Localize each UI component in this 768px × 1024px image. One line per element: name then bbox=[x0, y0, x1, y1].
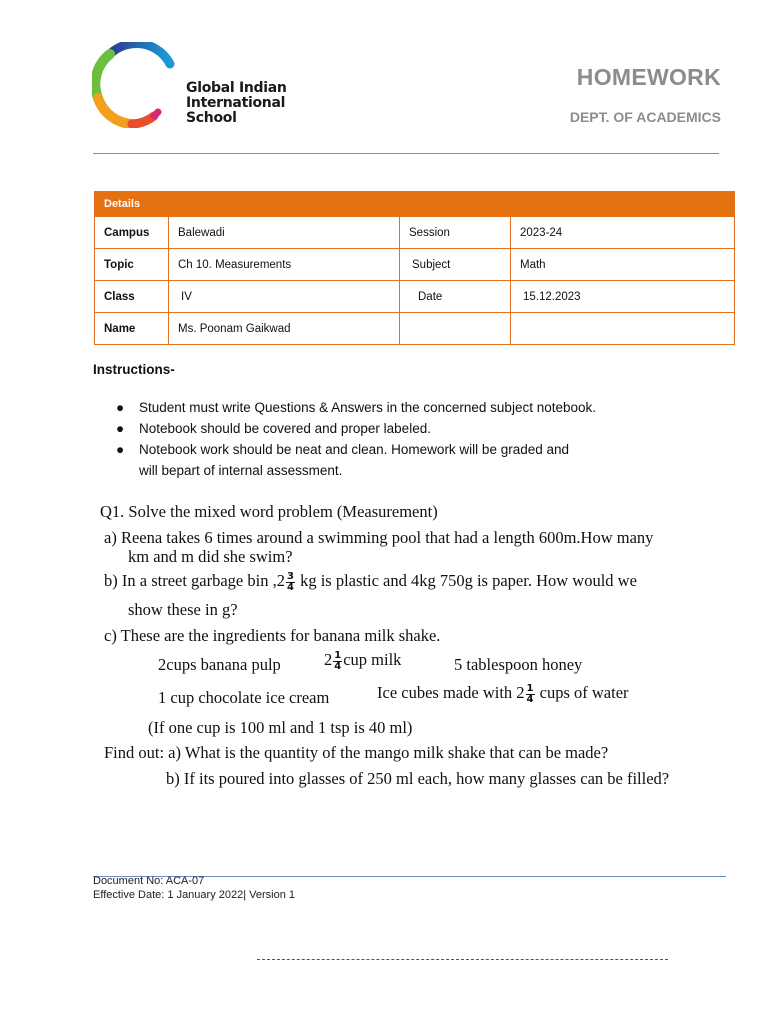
campus-label: Campus bbox=[95, 217, 169, 249]
school-name bbox=[186, 81, 287, 126]
school-name-line1: Global Indian bbox=[186, 80, 287, 96]
campus-value: Balewadi bbox=[169, 217, 400, 249]
effective-date: Effective Date: 1 January 2022| Version 1 bbox=[93, 889, 296, 901]
ingredient-ice-cubes: Ice cubes made with 2 $\frac{1}{4}$ cups of water bbox=[377, 682, 629, 705]
conversion-note: (If one cup is 100 ml and 1 tsp is 40 ml) bbox=[148, 718, 413, 737]
bullet-icon: ● bbox=[116, 400, 125, 415]
date-label: Date bbox=[400, 281, 511, 313]
fraction: $\frac{1}{4}$ bbox=[526, 682, 534, 705]
topic-value: Ch 10. Measurements bbox=[169, 249, 400, 281]
list-item: ● Notebook should be covered and proper labeled. bbox=[116, 418, 716, 439]
school-logo-icon bbox=[92, 42, 178, 128]
instructions-list bbox=[116, 397, 716, 481]
class-value: IV bbox=[169, 281, 400, 313]
ingredient-honey: 5 tablespoon honey bbox=[454, 655, 583, 674]
find-out-b: b) If its poured into glasses of 250 ml each, how many glasses can be filled? bbox=[166, 769, 670, 788]
question-title: Q1. Solve the mixed word problem (Measurement) bbox=[100, 502, 438, 521]
page-title: HOMEWORK bbox=[576, 64, 721, 90]
bullet-icon: ● bbox=[116, 421, 125, 436]
find-out-a: Find out: a) What is the quantity of the mango milk shake that can be made? bbox=[104, 743, 609, 762]
class-label: Class bbox=[95, 281, 169, 313]
dashed-rule bbox=[257, 959, 668, 960]
subject-label: Subject bbox=[400, 249, 511, 281]
question-b-line2: show these in g? bbox=[128, 600, 238, 619]
question-b-line1: b) In a street garbage bin ,2 $\frac{3}{4}$ kg is plastic and 4kg 750g is paper. How would we bbox=[104, 570, 637, 593]
details-table bbox=[94, 191, 735, 345]
instructions-title: Instructions- bbox=[93, 362, 175, 377]
topic-label: Topic bbox=[95, 249, 169, 281]
question-c: c) These are the ingredients for banana milk shake. bbox=[104, 626, 441, 645]
bullet-icon: ● bbox=[116, 442, 125, 457]
list-item: ● Student must write Questions & Answers in the concerned subject notebook. bbox=[116, 397, 716, 418]
empty-value-cell bbox=[511, 313, 735, 345]
document-number: Document No: ACA-07 bbox=[93, 875, 205, 887]
question-a-line2: km and m did she swim? bbox=[128, 547, 293, 566]
session-label: Session bbox=[400, 217, 511, 249]
session-value: 2023-24 bbox=[511, 217, 735, 249]
table-row bbox=[95, 249, 735, 281]
ingredient-banana-pulp: 2cups banana pulp bbox=[158, 655, 281, 674]
name-value: Ms. Poonam Gaikwad bbox=[169, 313, 400, 345]
subject-value: Math bbox=[511, 249, 735, 281]
department-label: DEPT. OF ACADEMICS bbox=[569, 109, 721, 125]
details-header-row bbox=[95, 192, 735, 217]
fraction: $\frac{3}{4}$ bbox=[286, 570, 294, 593]
name-label: Name bbox=[95, 313, 169, 345]
ingredient-ice-cream: 1 cup chocolate ice cream bbox=[158, 688, 330, 707]
ingredient-milk: 2 $\frac{1}{4}$ cup milk bbox=[324, 649, 402, 672]
school-name-line2: International bbox=[186, 95, 286, 111]
table-row bbox=[95, 281, 735, 313]
table-row bbox=[95, 313, 735, 345]
empty-label-cell bbox=[400, 313, 511, 345]
question-a-line1: a) Reena takes 6 times around a swimming pool that had a length 600m.How many bbox=[104, 528, 654, 547]
list-item: ● Notebook work should be neat and clean. Homework will be graded and bbox=[116, 439, 716, 460]
header-divider bbox=[93, 153, 719, 154]
details-heading: Details bbox=[95, 192, 735, 217]
table-row bbox=[95, 217, 735, 249]
school-name-line3: School bbox=[186, 110, 237, 126]
fraction: $\frac{1}{4}$ bbox=[334, 649, 342, 672]
list-item-continuation: will bepart of internal assessment. bbox=[139, 463, 343, 478]
date-value: 15.12.2023 bbox=[511, 281, 735, 313]
